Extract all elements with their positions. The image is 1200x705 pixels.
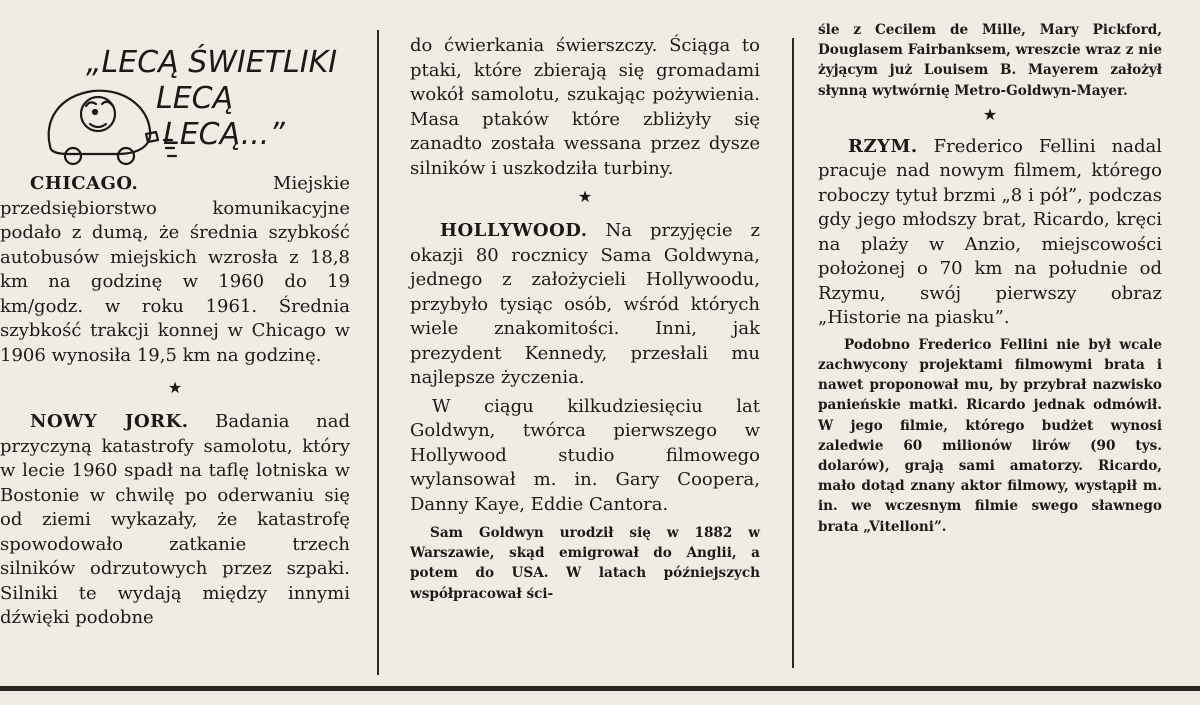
article-hollywood-body: Na przyjęcie z okazji 80 rocznicy Sama Goldwyna, jednego z założycieli Hollywoodu, przybyło tysiąc osób, wśród których wiele znakomitości. Inni, jak prezydent Kennedy, przesłali mu najlepsze życzenia. — [410, 220, 760, 388]
page-bottom-border — [0, 686, 1200, 691]
article-hollywood-small-continued: śle z Cecilem de Mille, Mary Pickford, Douglasem Fairbanksem, wreszcie wraz z nie żyjącym już Louisem B. Mayerem założył słynną wytwórnię Metro-Goldwyn-Mayer. — [818, 22, 1162, 99]
article-hollywood-paragraph-2: W ciągu kilkudziesięciu lat Goldwyn, twórca pierwszego w Hollywood studio filmowego wylansował m. in. Gary Coopera, Danny Kaye, Eddie Cantora. — [410, 395, 760, 515]
column-right — [818, 20, 1162, 537]
column-divider — [792, 38, 794, 668]
article-rome-heading: RZYM. — [848, 135, 918, 157]
logo-line-1: „LECĄ ŚWIETLIKI — [86, 45, 338, 80]
article-new-york — [0, 410, 350, 631]
separator-star: ★ — [577, 187, 593, 206]
article-rome-small-print: Podobno Frederico Fellini nie był wcale zachwycony projektami filmowymi brata i nawet proponował mu, by przybrał nazwisko panieńskie matki. Ricardo jednak odmówił. W jego filmie, którego budżet wynosi zaledwie 60 milionów lirów (90 tys. dolarów), grają sami amatorzy. Ricardo, mało dotąd znany aktor filmowy, wystąpił m. in. we wczesnym filmie swego sławnego brata „Vitelloni”. — [818, 336, 1162, 535]
article-chicago-heading: CHICAGO. — [30, 173, 139, 194]
article-chicago — [0, 172, 350, 368]
column-logo — [38, 36, 338, 176]
logo-line-2: LECĄ — [156, 81, 234, 116]
article-hollywood-small-print: Sam Goldwyn urodził się w 1882 w Warszawie, skąd emigrował do Anglii, a potem do USA. W latach późniejszych współpracował ści- — [410, 525, 760, 602]
column-left — [0, 172, 350, 631]
firefly-car-illustration — [38, 36, 338, 176]
separator-star: ★ — [982, 104, 998, 124]
article-chicago-body: Miejskie przedsiębiorstwo komunikacyjne podało z dumą, że średnia szybkość autobusów miejskich wzrosła z 18,8 km na godzinę w 1960 do 19 km/godz. w roku 1961. Średnia szybkość trakcji konnej w Chicago w 1906 wynosiła 19,5 km na godzinę. — [0, 173, 350, 366]
article-rome-body: Frederico Fellini nadal pracuje nad nowym filmem, którego roboczy tytuł brzmi „8 i pół”, podczas gdy jego młodszy brat, Ricardo, kręci na plaży w Anzio, miejscowości położonej o 70 km na południe od Rzymu, swój pierwszy obraz „Historie na piasku”. — [818, 135, 1162, 329]
logo-line-3: LECĄ...” — [163, 117, 285, 152]
article-rome — [818, 135, 1162, 331]
article-hollywood — [410, 219, 760, 391]
article-hollywood-heading: HOLLYWOOD. — [440, 220, 588, 241]
column-middle — [410, 34, 760, 604]
article-new-york-body: Badania nad przyczyną katastrofy samolotu, który w lecie 1960 spadł na taflę lotniska w Bostonie w chwilę po oderwaniu się od ziemi wykazały, że katastrofę spowodowało zatkanie trzech silników odrzutowych przez szpaki. Silniki te wydają między innymi dźwięki podobne — [0, 411, 351, 628]
article-new-york-heading: NOWY JORK. — [30, 411, 189, 432]
article-new-york-continued: do ćwierkania świerszczy. Ściąga to ptaki, które zbierają się gromadami wokół samolotu, szukając pożywienia. Masa ptaków które zbliżyły się zanadto została wessana przez dysze silników i uszkodziła turbiny. — [410, 35, 760, 179]
column-divider — [377, 30, 379, 675]
separator-star: ★ — [167, 378, 183, 397]
